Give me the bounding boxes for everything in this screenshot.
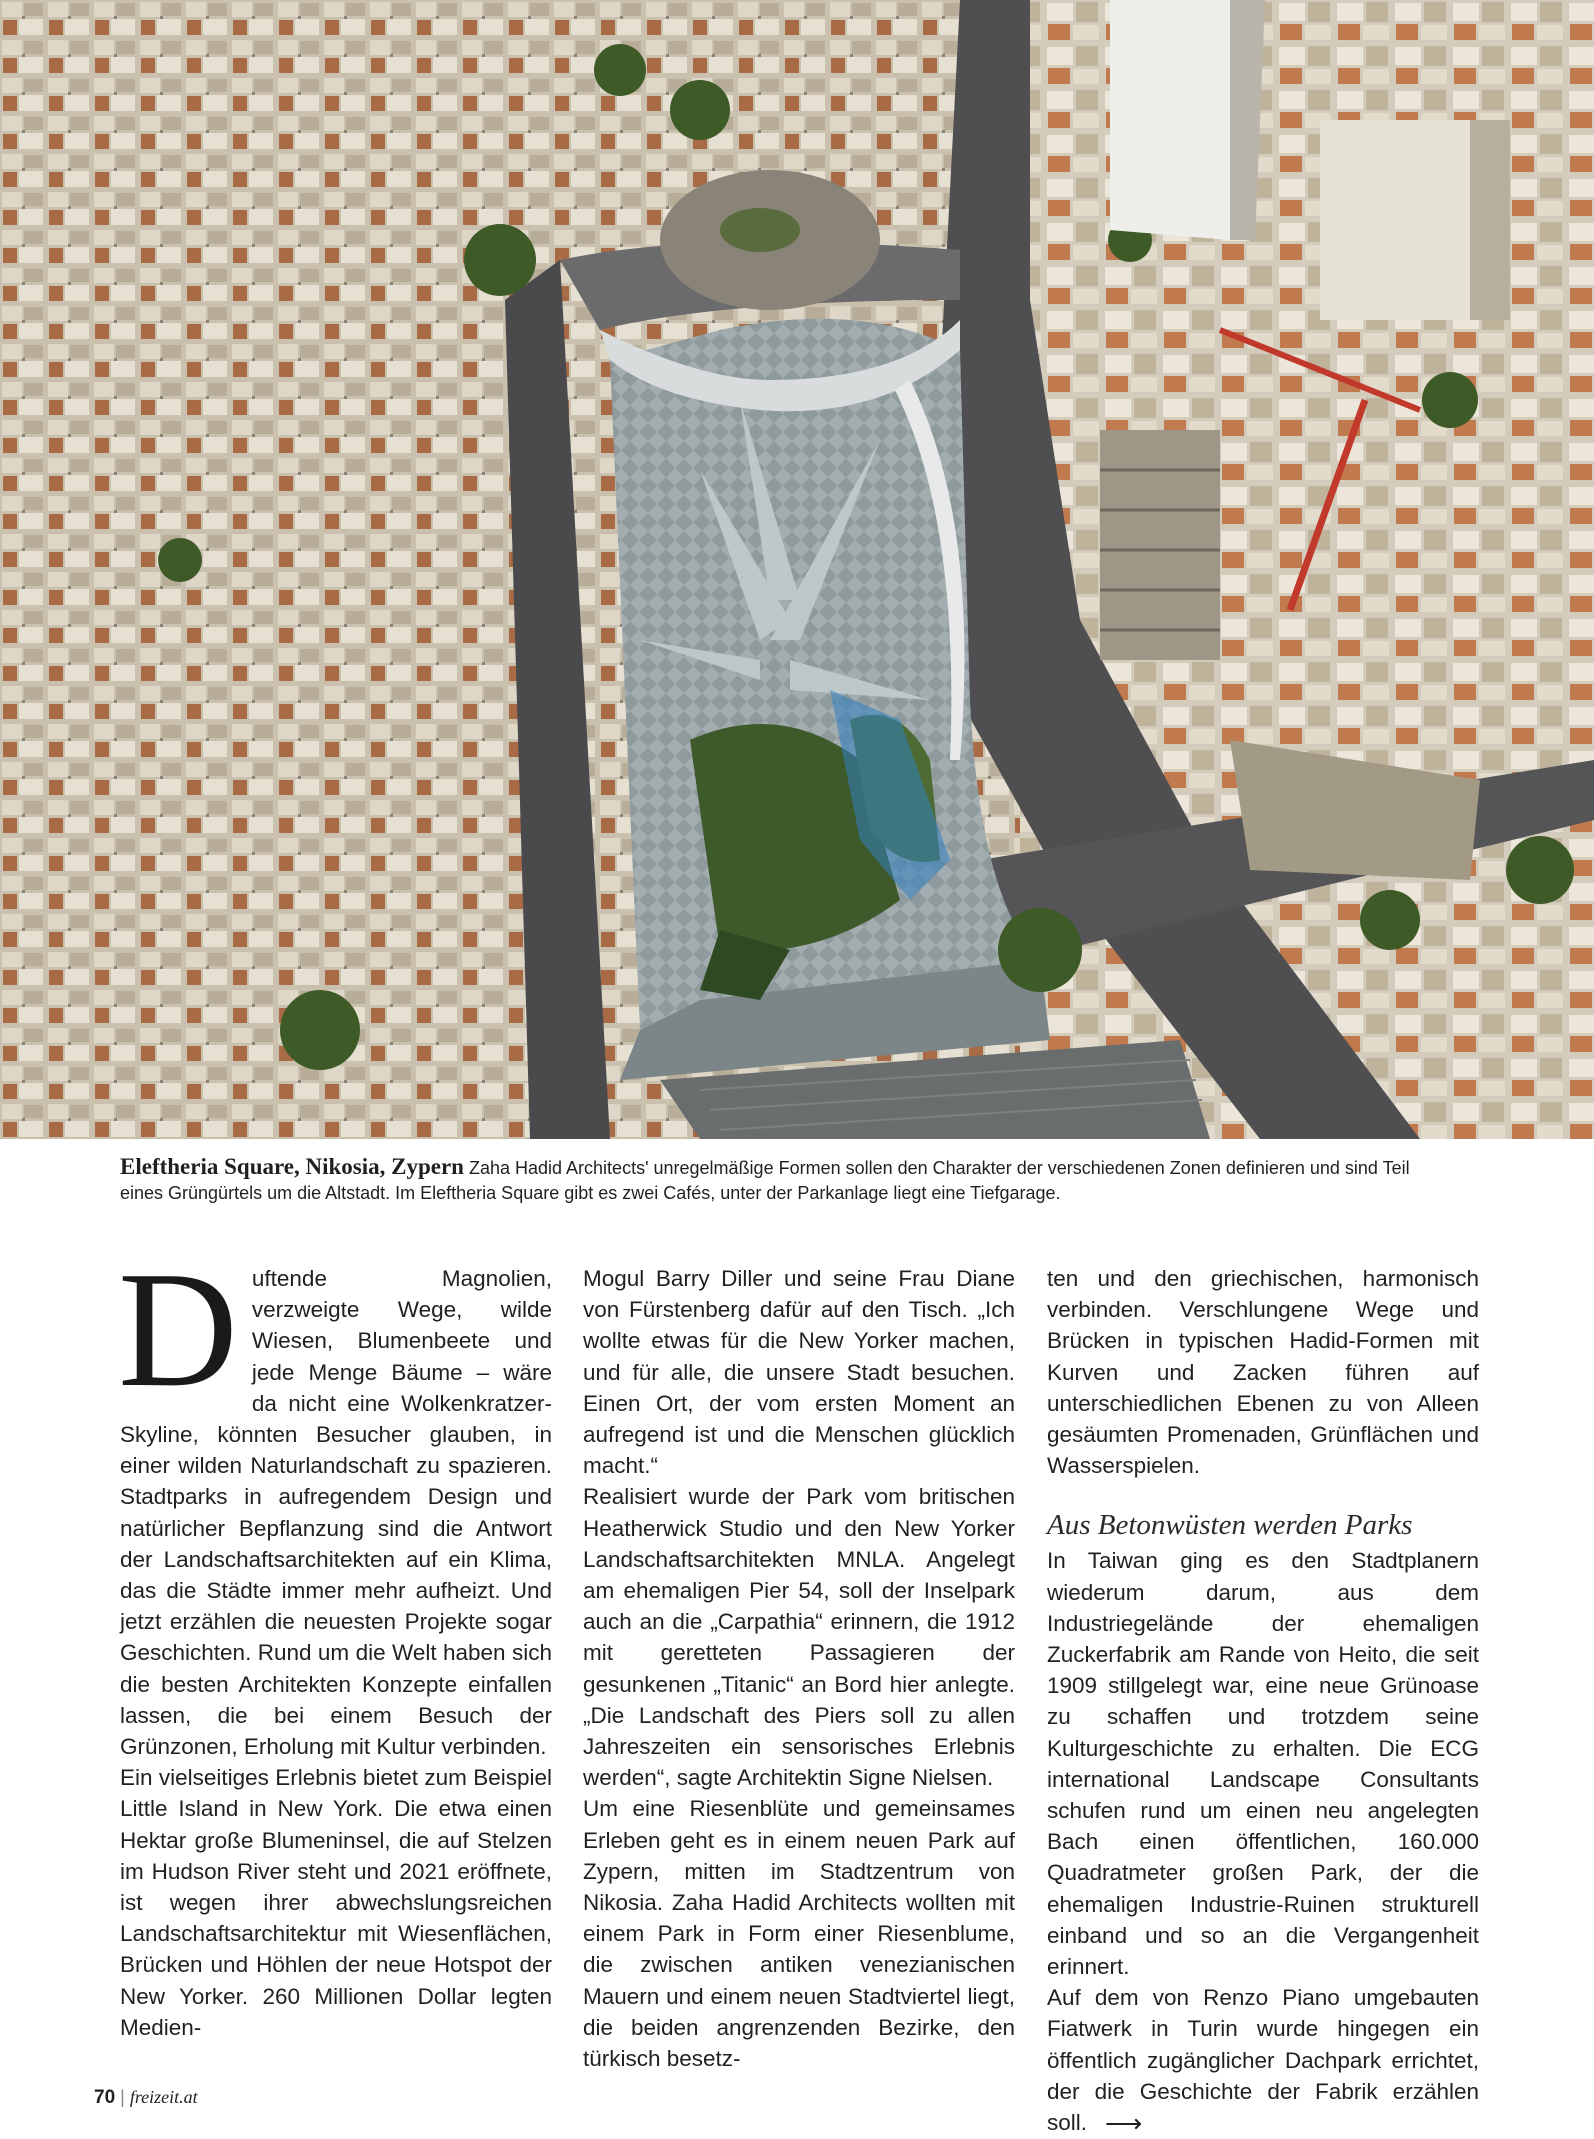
page-number: 70 (94, 2087, 116, 2108)
paragraph-text: uftende Magnolien, verzweigte Wege, wilde Wiesen, Blumenbeete und jede Menge Bäume – wäre da nicht eine Wolkenkratzer-Skyline, könnten Besucher glauben, in einer wilden Naturlandschaft zu spazieren. Stadtparks in aufregendem Design und natürlicher Bepflanzung sind die Antwort der Landschaftsarchitekten auf ein Klima, das die Städte immer mehr aufheizt. Und jetzt erzählen die neuesten Projekte sogar Geschichten. Rund um die Welt haben sich die besten Architekten Konzepte einfallen lassen, die bei einem Besuch der Grünzonen, Erholung mit Kultur verbinden. (120, 1266, 552, 1760)
continue-arrow-icon: ⟶ (1105, 2108, 1143, 2139)
caption-title: Eleftheria Square, Nikosia, Zypern (120, 1154, 464, 1179)
paragraph: ten und den griechischen, harmonisch verbinden. Verschlungene Wege und Brücken in typischen Hadid-Formen mit Kurven und Zacken führen auf unterschiedlichen Ebenen zu von Alleen gesäumten Promenaden, Grünflächen und Wasserspielen. (1047, 1266, 1479, 1479)
dropcap: D (118, 1237, 238, 1421)
paragraph: Realisiert wurde der Park vom britischen Heatherwick Studio und den New Yorker Landschaftsarchitekten MNLA. Angelegt am ehemaligen Pier 54, soll der Inselpark auch an die „Carpathia“ erinnern, die 1912 mit geretteten Passagieren der gesunkenen „Titanic“ an Bord hier anlegte. „Die Landschaft des Piers soll zu allen Jahreszeiten ein sensorisches Erlebnis werden“, sagte Architektin Signe Nielsen. (583, 1484, 1015, 1791)
footer-separator: | (120, 2087, 125, 2107)
photo-caption (120, 1154, 1450, 1206)
paragraph (1047, 1982, 1479, 2139)
paragraph: Ein vielseitiges Erlebnis bietet zum Beispiel Little Island in New York. Die etwa einen Hektar große Blumeninsel, die auf Stelzen im Hudson River steht und 2021 eröffnete, ist wegen ihrer abwechslungsreichen Landschaftsarchitektur mit Wiesenflächen, Brücken und Höhlen der neue Hotspot der New Yorker. 260 Millionen Dollar legten Medien- (120, 1765, 552, 2040)
article-column-3 (1047, 1263, 1479, 2139)
article-column-1 (118, 1237, 552, 2043)
caption-text: Zaha Hadid Architects' unregelmäßige Formen sollen den Charakter der verschiedenen Zonen definieren und sind Teil eines Grüngürtels um die Altstadt. Im Eleftheria Square gibt es zwei Cafés, unter der Parkanlage liegt eine Tiefgarage. (120, 1158, 1410, 1203)
paragraph: Mogul Barry Diller und seine Frau Diane von Fürstenberg dafür auf den Tisch. „Ich wollte etwas für die New Yorker machen, und für alle, die unsere Stadt besuchen. Einen Ort, der vom ersten Moment an aufregend ist und die Menschen glücklich macht.“ (583, 1266, 1015, 1479)
paragraph: Um eine Riesenblüte und gemeinsames Erleben geht es in einem neuen Park auf Zypern, mitten im Stadtzentrum von Nikosia. Zaha Hadid Architects wollten mit einem Park in Form einer Riesenblume, die zwischen antiken venezianischen Mauern und einem neuen Stadtviertel liegt, die beiden angrenzenden Bezirke, den türkisch besetz- (583, 1796, 1015, 2072)
page-footer (94, 2087, 198, 2109)
site-name: freizeit.at (129, 2087, 198, 2107)
paragraph: In Taiwan ging es den Stadtplanern wiederum darum, aus dem Industriegelände der ehemaligen Zuckerfabrik am Rande von Heito, die seit 1909 stillgelegt war, eine neue Grünoase zu schaffen und trotzdem seine Kulturgeschichte zu erhalten. Die ECG international Landscape Consultants schufen rund um einen neu angelegten Bach einen öffentlichen, 160.000 Quadratmeter großen Park, der die ehemaligen Industrie-Ruinen strukturell einband und so an die Vergangenheit erinnert. (1047, 1548, 1479, 1980)
article-column-2 (583, 1263, 1015, 2074)
section-subheading: Aus Betonwüsten werden Parks (1047, 1509, 1413, 1542)
paragraph (118, 1237, 552, 1762)
paragraph-text: Auf dem von Renzo Piano umgebauten Fiatwerk in Turin wurde hingegen ein öffentlich zugänglicher Dachpark errichtet, der die Geschichte der Fabrik erzählen soll. (1047, 1985, 1479, 2136)
